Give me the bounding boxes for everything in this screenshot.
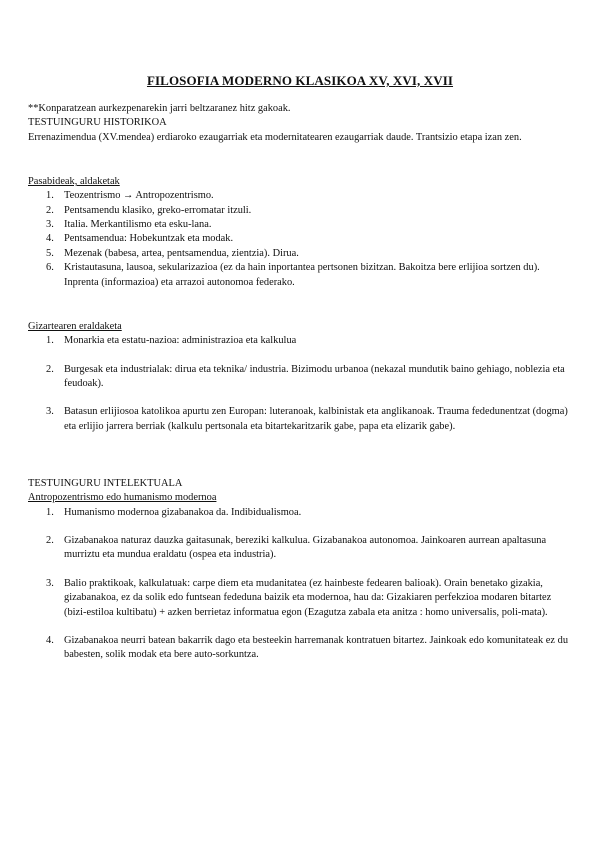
- list-item: 2. Burgesak eta industrialak: dirua eta teknika/ industria. Bizimodu urbanoa (nekazal mundutik baino gehiago, noblezia eta feudoak).: [46, 363, 565, 390]
- steps-heading: Pasabideak, aldaketak: [28, 176, 120, 187]
- steps-list: [28, 189, 573, 290]
- list-item: 1. Monarkia eta estatu-nazioa: administrazioa eta kalkulua: [46, 335, 297, 347]
- steps-section: [28, 175, 573, 290]
- list-item: 1. Humanismo modernoa gizabanakoa da. Indibidualismoa.: [46, 506, 302, 518]
- historical-heading: TESTUINGURU HISTORIKOA: [28, 117, 167, 129]
- list-item: 3. Balio praktikoak, kalkulatuak: carpe diem eta mudanitatea (ez hainbeste fedearen balioak). Orain benetako gizakia, gizabanakoa, ez da solik edo funtsean fededuna baizik eta modernoa, hau da: Gizakiaren perfekzioa modaren bitartez (bizi-estiloa kultibatu) + azken berrietaz informatua egon (Ezagutza zabala eta anitza : homo universalis, poli-mata).: [46, 577, 552, 618]
- society-heading: Gizartearen eraldaketa: [28, 321, 122, 332]
- society-list: [28, 334, 573, 434]
- list-item: 3. Italia. Merkantilismo eta esku-lana.: [46, 219, 212, 231]
- list-item: 1. Teozentrismo → Antropozentrismo.: [46, 190, 214, 202]
- intellectual-list: [28, 506, 573, 663]
- list-item: 2. Gizabanakoa naturaz dauzka gaitasunak, bereziki kalkulua. Gizabanakoa autonomoa. Jainkoaren aurrean apaltasuna murriztu eta mundua eraldatu (ospea eta industria).: [46, 535, 547, 561]
- intellectual-heading: TESTUINGURU INTELEKTUALA: [28, 478, 183, 489]
- list-item: 4. Gizabanakoa neurri batean bakarrik dago eta besteekin harremanak kontratuen bitartez. Jainkoak edo komunitateak ez du babesten, solik modak eta bere auto-sorkuntza.: [46, 634, 569, 661]
- list-item: 2. Pentsamendu klasiko, greko-erromatar itzuli.: [46, 204, 252, 216]
- society-section: [28, 320, 573, 448]
- document-title: FILOSOFIA MODERNO KLASIKOA XV, XVI, XVII: [146, 73, 454, 88]
- list-item: 3. Batasun erlijiosoa katolikoa apurtu zen Europan: luteranoak, kalbinistak eta anglikanoak. Trauma fededunentzat (dogma) eta erlijio jarrera berriak (kalkulu pertsonala eta bitartekaritzarik gabe, papa eta elizarik gabe).: [46, 406, 568, 432]
- historical-paragraph: Errenazimendua (XV.mendea) erdiaroko ezaugarriak eta modernitatearen ezaugarriak daude. Trantsizio etapa izan zen.: [28, 131, 522, 143]
- intro-section: [28, 102, 573, 145]
- list-item: 4. Pentsamendua: Hobekuntzak eta modak.: [46, 233, 234, 245]
- list-item: 5. Mezenak (babesa, artea, pentsamendua, zientzia). Dirua.: [46, 247, 299, 259]
- intellectual-subheading: Antropozentrismo edo humanismo modernoa: [28, 492, 217, 504]
- intellectual-section: [28, 477, 573, 677]
- list-item: 6. Kristautasuna, lausoa, sekularizazioa (ez da hain inportantea pertsonen bizitzan. Bakoitza bere erlijioa sortzen du). Inprenta (informazioa) eta arrazoi autonomoa federako.: [46, 262, 540, 288]
- keyword-note: **Konparatzean aurkezpenarekin jarri beltzaranez hitz gakoak.: [28, 103, 291, 114]
